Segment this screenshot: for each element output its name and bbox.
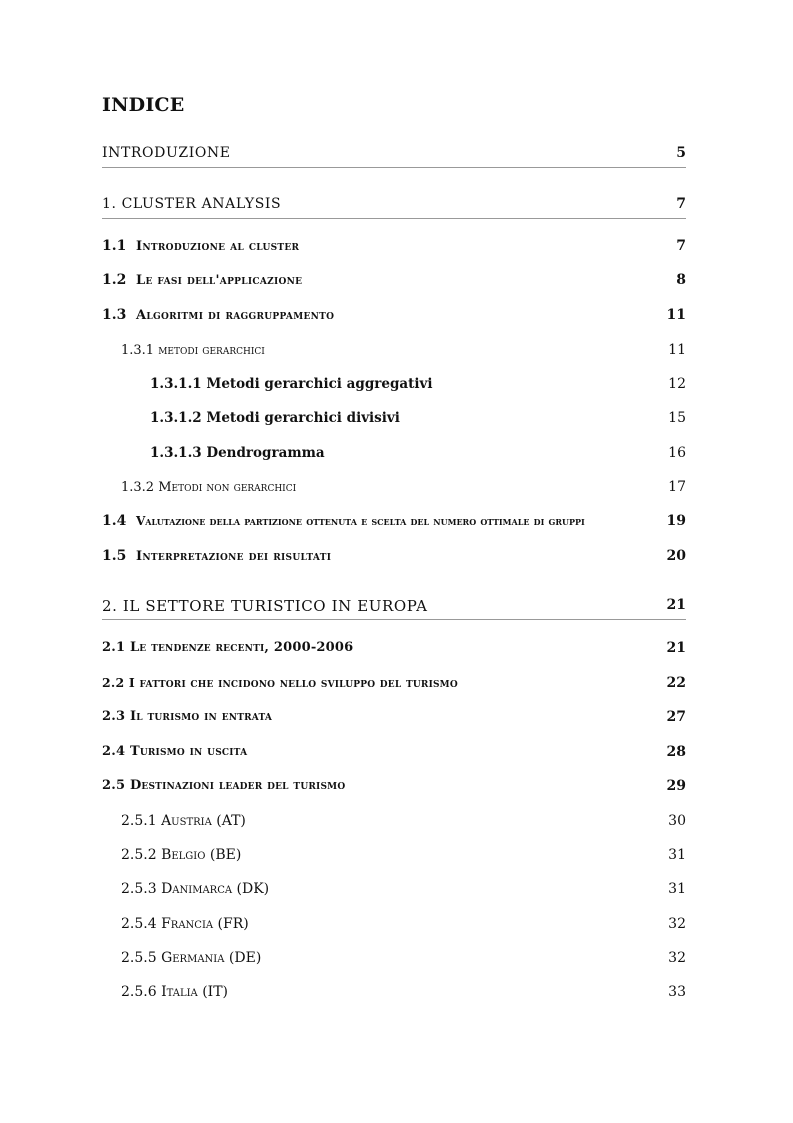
toc-subsection-1-3-1[interactable] bbox=[0, 342, 793, 364]
toc-page: 17 bbox=[668, 479, 686, 495]
toc-number: 1.5 bbox=[102, 548, 127, 564]
toc-label: 2.5.2 Belgio (BE) bbox=[121, 847, 242, 863]
toc-chapter-introduzione[interactable] bbox=[102, 145, 686, 168]
toc-label: 2.5.1 Austria (AT) bbox=[121, 813, 246, 829]
toc-page: 19 bbox=[666, 513, 686, 529]
toc-section-2-4[interactable] bbox=[0, 744, 793, 766]
toc-number: 1.1 bbox=[102, 238, 127, 254]
toc-chapter-2[interactable] bbox=[102, 597, 686, 620]
toc-label: 2.3 Il turismo in entrata bbox=[102, 709, 273, 724]
toc-label: 2.5.3 Danimarca (DK) bbox=[121, 881, 270, 897]
toc-section-1-1[interactable] bbox=[0, 238, 793, 260]
toc-label: 2.2 I fattori che incidono nello sviluppo del turismo bbox=[102, 675, 458, 690]
toc-page: 8 bbox=[676, 272, 686, 288]
toc-subsection-1-3-2[interactable] bbox=[0, 479, 793, 501]
toc-page: 12 bbox=[668, 376, 686, 392]
toc-number: 1.3 bbox=[102, 307, 127, 323]
toc-section-2-1[interactable] bbox=[0, 640, 793, 662]
toc-number: 1.2 bbox=[102, 272, 127, 288]
toc-subsubsection-1-3-1-3[interactable] bbox=[0, 445, 793, 467]
toc-label: 2. IL SETTORE TURISTICO IN EUROPA bbox=[102, 597, 428, 615]
toc-number: 1.4 bbox=[102, 513, 127, 529]
toc-page: 11 bbox=[666, 307, 686, 323]
toc-subsection-2-5-5[interactable] bbox=[0, 950, 793, 972]
toc-page: 21 bbox=[666, 597, 686, 613]
toc-label: 1.3.1.2 Metodi gerarchici divisivi bbox=[150, 410, 400, 426]
toc-page: 15 bbox=[668, 410, 686, 426]
toc-page: 33 bbox=[668, 984, 686, 1000]
toc-subsection-2-5-1[interactable] bbox=[0, 813, 793, 835]
toc-label: 2.5.6 Italia (IT) bbox=[121, 984, 229, 1000]
toc-page: 27 bbox=[666, 709, 686, 725]
toc-section-1-2[interactable] bbox=[0, 272, 793, 294]
toc-page: 7 bbox=[676, 238, 686, 254]
toc-label: Algoritmi di raggruppamento bbox=[136, 308, 335, 323]
toc-section-1-4[interactable] bbox=[0, 513, 793, 535]
toc-subsection-2-5-4[interactable] bbox=[0, 916, 793, 938]
toc-page: 32 bbox=[668, 916, 686, 932]
toc-label: 1.3.1 metodi gerarchici bbox=[121, 343, 265, 358]
toc-page: 30 bbox=[668, 813, 686, 829]
toc-label: 2.5 Destinazioni leader del turismo bbox=[102, 778, 346, 793]
toc-label: 1.3.1.1 Metodi gerarchici aggregativi bbox=[150, 376, 433, 392]
toc-page: 29 bbox=[666, 778, 686, 794]
toc-subsubsection-1-3-1-1[interactable] bbox=[0, 376, 793, 398]
toc-page: 16 bbox=[668, 445, 686, 461]
toc-section-2-5[interactable] bbox=[0, 778, 793, 800]
toc-section-2-3[interactable] bbox=[0, 709, 793, 731]
toc-subsection-2-5-2[interactable] bbox=[0, 847, 793, 869]
toc-label: 2.4 Turismo in uscita bbox=[102, 744, 248, 759]
toc-page: 32 bbox=[668, 950, 686, 966]
toc-page: 31 bbox=[668, 847, 686, 863]
toc-page: 5 bbox=[676, 145, 686, 161]
toc-label: Valutazione della partizione ottenuta e scelta del numero ottimale di gruppi bbox=[136, 514, 585, 528]
toc-subsubsection-1-3-1-2[interactable] bbox=[0, 410, 793, 432]
toc-page: 11 bbox=[668, 342, 686, 358]
toc-section-2-2[interactable] bbox=[0, 675, 793, 697]
toc-label: INTRODUZIONE bbox=[102, 145, 231, 161]
toc-label: 2.5.5 Germania (DE) bbox=[121, 950, 262, 966]
toc-label: Introduzione al cluster bbox=[136, 239, 300, 254]
toc-label: 1. CLUSTER ANALYSIS bbox=[102, 196, 282, 212]
toc-label: 1.3.2 Metodi non gerarchici bbox=[121, 480, 297, 495]
toc-page: 7 bbox=[676, 196, 686, 212]
toc-label: Le fasi dell'applicazione bbox=[136, 273, 303, 288]
toc-page: 22 bbox=[666, 675, 686, 691]
toc-label: 1.3.1.3 Dendrogramma bbox=[150, 445, 325, 461]
toc-subsection-2-5-6[interactable] bbox=[0, 984, 793, 1006]
toc-page: 20 bbox=[666, 548, 686, 564]
toc-label: 2.5.4 Francia (FR) bbox=[121, 916, 249, 932]
toc-page: 28 bbox=[666, 744, 686, 760]
toc-page: 31 bbox=[668, 881, 686, 897]
toc-section-1-3[interactable] bbox=[0, 307, 793, 329]
toc-label: Interpretazione dei risultati bbox=[136, 549, 332, 564]
toc-subsection-2-5-3[interactable] bbox=[0, 881, 793, 903]
page-title: INDICE bbox=[102, 94, 185, 116]
toc-page: 21 bbox=[666, 640, 686, 656]
toc-chapter-1[interactable] bbox=[102, 196, 686, 219]
toc-label: 2.1 Le tendenze recenti, 2000-2006 bbox=[102, 640, 354, 655]
toc-section-1-5[interactable] bbox=[0, 548, 793, 570]
